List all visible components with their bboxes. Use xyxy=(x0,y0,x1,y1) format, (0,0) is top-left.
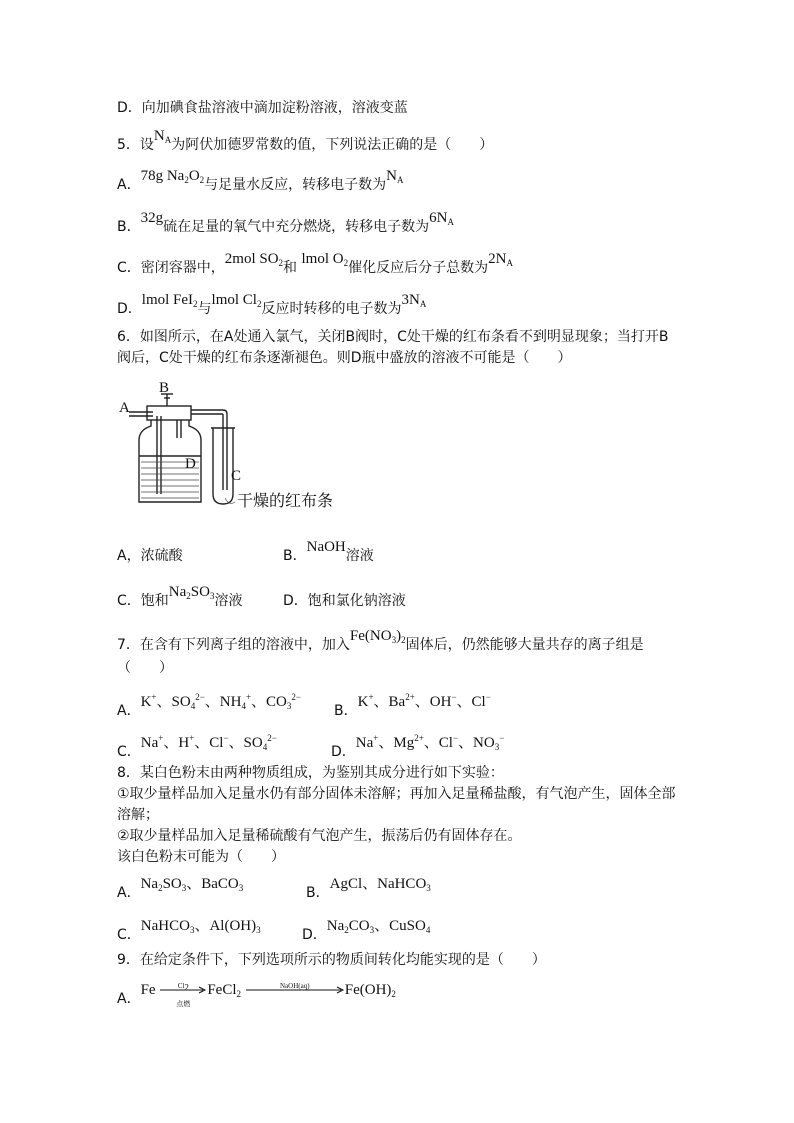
label-b: B xyxy=(159,382,170,396)
question-7-line1: 7．在含有下列离子组的溶液中，加入$Fe(NO_3)_2$固体后，仍然能够大量共存的离子组是 xyxy=(117,628,644,653)
option-8b: B．AgCl、NaHCO$_3$ xyxy=(306,876,431,901)
apparatus-drawing xyxy=(117,382,357,517)
option-5a: A．78g $Na_2O_2$与足量水反应，转移电子数为$N_A$ xyxy=(117,168,404,193)
option-6b: B．NaOH溶液 xyxy=(283,539,374,564)
option-5b: B．32g硫在足量的氧气中充分燃烧，转移电子数为$6N_A$ xyxy=(117,210,454,235)
option-7c: C．Na+、H+、Cl−、$SO_4^{2-}$ xyxy=(117,733,277,760)
option-7a: A．K+、$SO_4^{2-}$、$NH_4^+$、$CO_3^{2-}$ xyxy=(117,692,301,719)
question-9: 9．在给定条件下，下列选项所示的物质间转化均能实现的是（ ） xyxy=(117,952,546,968)
question-8-line3: 溶解； xyxy=(117,807,159,823)
reaction-arrow-1: $Cl_2$ 点燃 xyxy=(159,983,207,999)
option-7b: B．K+、$Ba^{2+}$、OH−、Cl− xyxy=(334,692,491,719)
question-8-line5: 该白色粉末可能为（ ） xyxy=(117,849,285,865)
option-5c: C．密闭容器中，2mol $SO_2$和 lmol $O_2$催化反应后分子总数为$2N_A$ xyxy=(117,251,513,276)
reaction-arrow-2: NaOH(aq) xyxy=(245,983,345,999)
option-5d: D．lmol FeI$_2$与lmol $Cl_2$反应时转移的电子数为$3N_A$ xyxy=(117,292,427,317)
option-7d: D．Na+、$Mg^{2+}$、Cl−、$NO_3^-$ xyxy=(331,733,505,760)
question-8-line1: 8．某白色粉末由两种物质组成，为鉴别其成分进行如下实验： xyxy=(117,765,504,781)
option-9a: A．Fe $Cl_2$ 点燃 FeCl$_2$ NaOH(aq) $Fe(OH)_2$ xyxy=(117,981,396,1008)
option-6d: D．饱和氯化钠溶液 xyxy=(283,593,406,609)
question-6-line1: 6．如图所示，在A处通入氯气，关闭B阀时，C处干燥的红布条看不到明显现象；当打开B xyxy=(117,329,669,345)
option-8d: D．$Na_2CO_3$、CuSO$_4$ xyxy=(302,918,431,943)
na-symbol: $N_A$ xyxy=(153,128,172,145)
apparatus-figure xyxy=(117,382,357,517)
option-8c: C．NaHCO$_3$、$Al(OH)_3$ xyxy=(117,918,261,943)
question-5: 5．设$N_A$为阿伏加德罗常数的值，下列说法正确的是（ ） xyxy=(117,128,494,153)
option-6c: C．饱和$Na_2SO_3$溶液 xyxy=(117,584,243,609)
question-8-line2: ①取少量样品加入足量水仍有部分固体未溶解；再加入足量稀盐酸，有气泡产生，固体全部 xyxy=(117,786,676,802)
question-8-line4: ②取少量样品加入足量稀硫酸有气泡产生，振荡后仍有固体存在。 xyxy=(117,828,522,844)
figure-caption: 干燥的红布条 xyxy=(237,493,334,510)
label-a: A xyxy=(119,400,130,416)
question-6-line2: 阀后，C处干燥的红布条逐渐褪色。则D瓶中盛放的溶液不可能是（ ） xyxy=(117,350,572,366)
question-7-line2: （ ） xyxy=(117,660,173,676)
label-c: C xyxy=(231,468,242,484)
option-6a: A，浓硫酸 xyxy=(117,548,183,564)
option-8a: A．$Na_2SO_3$、BaCO$_3$ xyxy=(117,876,244,901)
label-d: D xyxy=(185,456,196,472)
option-4d: D．向加碘食盐溶液中滴加淀粉溶液，溶液变蓝 xyxy=(117,100,408,116)
